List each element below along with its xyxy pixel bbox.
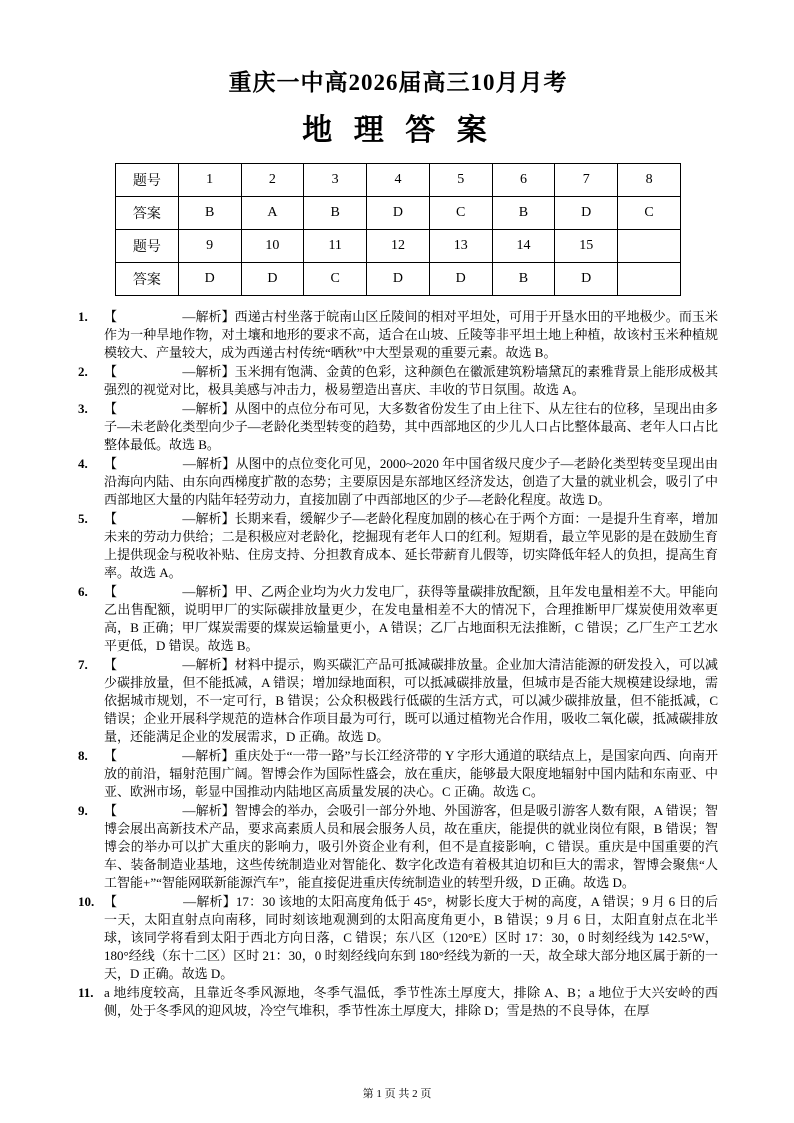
question-number-cell: 4 (367, 164, 430, 197)
empty-cell (618, 230, 681, 263)
table-row (116, 197, 681, 230)
question-number-cell: 3 (304, 164, 367, 197)
explanation-text: 【 —解析】从图中的点位分布可见，大多数省份发生了由上往下、从左往右的位移，呈现出由多子—未老龄化类型向少子—老龄化类型转变的趋势，其中西部地区的少儿人口占比整体最高、老年人口占比整体最低。故选 B。 (104, 401, 718, 452)
question-number-cell: 12 (367, 230, 430, 263)
explanation-item (78, 363, 718, 399)
answer-cell: C (618, 197, 681, 230)
question-number-cell: 15 (555, 230, 618, 263)
answer-cell: D (555, 197, 618, 230)
answer-cell: B (304, 197, 367, 230)
question-number-cell: 1 (178, 164, 241, 197)
item-number: 5. (78, 511, 88, 526)
explanation-item (78, 802, 718, 892)
explanation-text: a 地纬度较高，且靠近冬季风源地，冬季气温低，季节性冻土厚度大，排除 A、B；a 地位于大兴安岭的西侧，处于冬季风的迎风坡，冷空气堆积，季节性冻土厚度大，排除 D；雪是热的不良导体，在厚 (104, 985, 718, 1018)
item-number: 7. (78, 657, 88, 672)
item-number: 8. (78, 748, 88, 763)
explanation-item (78, 984, 718, 1020)
answer-cell: B (178, 197, 241, 230)
empty-cell (618, 263, 681, 296)
answer-cell: D (429, 263, 492, 296)
question-number-cell: 5 (429, 164, 492, 197)
question-number-cell: 7 (555, 164, 618, 197)
question-number-cell: 13 (429, 230, 492, 263)
answer-cell: C (304, 263, 367, 296)
item-number: 2. (78, 364, 88, 379)
explanation-item (78, 510, 718, 582)
explanation-text: 【 —解析】材料中提示，购买碳汇产品可抵减碳排放量。企业加大清洁能源的研发投入，可以减少碳排放量，但不能抵减，A 错误；增加绿地面积，可以抵减碳排放量，但城市是否能大规模建设绿地，需依据城市规划，不一定可行，B 错误；公众积极践行低碳的生活方式，可以减少碳排放量，但不能抵减，C 错误；企业开展科学规范的造林合作项目最为可行，既可以通过植物光合作用，吸收二氧化碳，抵减碳排放量，还能满足企业的发展需求，D 正确。故选 D。 (104, 657, 718, 744)
question-number-cell: 9 (178, 230, 241, 263)
question-number-cell: 11 (304, 230, 367, 263)
answer-cell: A (241, 197, 304, 230)
row-header-cell: 答案 (116, 263, 179, 296)
question-number-cell: 14 (492, 230, 555, 263)
explanation-item (78, 455, 718, 509)
item-number: 11. (78, 985, 94, 1000)
answer-cell: D (555, 263, 618, 296)
question-number-cell: 6 (492, 164, 555, 197)
item-number: 3. (78, 401, 88, 416)
item-number: 10. (78, 894, 95, 909)
explanation-text: 【 —解析】玉米拥有饱满、金黄的色彩，这种颜色在徽派建筑粉墙黛瓦的素雅背景上能形成极其强烈的视觉对比，极具美感与冲击力，极易塑造出喜庆、丰收的节日氛围。故选 A。 (104, 364, 718, 397)
page-title: 重庆一中高2026届高三10月月考 (228, 70, 568, 95)
question-number-cell: 2 (241, 164, 304, 197)
question-number-cell: 10 (241, 230, 304, 263)
explanation-item (78, 893, 718, 983)
table-row (116, 164, 681, 197)
row-header-cell: 题号 (116, 164, 179, 197)
explanation-item (78, 583, 718, 655)
row-header-cell: 题号 (116, 230, 179, 263)
item-number: 1. (78, 309, 88, 324)
explanation-item (78, 400, 718, 454)
explanation-item (78, 747, 718, 801)
explanation-item (78, 656, 718, 746)
explanation-list (78, 308, 718, 1020)
answer-cell: D (178, 263, 241, 296)
answer-cell: C (429, 197, 492, 230)
item-number: 9. (78, 803, 88, 818)
row-header-cell: 答案 (116, 197, 179, 230)
page-footer: 第 1 页 共 2 页 (362, 1088, 432, 1100)
explanation-text: 【 —解析】长期来看，缓解少子—老龄化程度加剧的核心在于两个方面：一是提升生育率，增加未来的劳动力供给；二是积极应对老龄化，挖掘现有老年人口的红利。短期看，最立竿见影的是在鼓励生育上提供现金与税收补贴、住房支持、分担教育成本、延长带薪育儿假等，切实降低年轻人的负担，提高生育率。故选 A。 (104, 511, 718, 580)
question-number-cell: 8 (618, 164, 681, 197)
item-number: 6. (78, 584, 88, 599)
table-row (116, 230, 681, 263)
explanation-text: 【 —解析】甲、乙两企业均为火力发电厂，获得等量碳排放配额，且年发电量相差不大。甲能向乙出售配额，说明甲厂的实际碳排放量更少，在发电量相差不大的情况下，合理推断甲厂煤炭使用效率更高，B 正确；甲厂煤炭需要的煤炭运输量更小，A 错误；乙厂占地面积无法推断，C 错误；乙厂生产工艺水平更低，D 错误。故选 B。 (104, 584, 718, 653)
explanation-text: 【 —解析】重庆处于“一带一路”与长江经济带的 Y 字形大通道的联结点上，是国家向西、向南开放的前沿，辐射范围广阔。智博会作为国际性盛会，放在重庆，能够最大限度地辐射中国内陆和东南亚、中亚、欧洲市场，彰显中国推动内陆地区高质量发展的决心。C 正确。故选 C。 (104, 748, 718, 799)
answer-cell: D (367, 197, 430, 230)
answer-table (115, 163, 681, 296)
explanation-text: 【 —解析】17：30 该地的太阳高度角低于 45°，树影长度大于树的高度，A 错误；9 月 6 日的后一天，太阳直射点向南移，同时刻该地观测到的太阳高度角更小，B 错误；9 月 6 日，太阳直射点在北半球，该同学将看到太阳于西北方向日落，C 错误；东八区（120°E）区时 17：30，0 时刻经线为 142.5°W，180°经线（东十二区）区时 21：30，0 时刻经线向东到 180°经线为新的一天，故全球大部分地区属于新的一天，D 正确。故选 D。 (104, 894, 718, 981)
item-number: 4. (78, 456, 88, 471)
answer-cell: B (492, 197, 555, 230)
explanation-text: 【 —解析】从图中的点位变化可见，2000~2020 年中国省级尺度少子—老龄化类型转变呈现出由沿海向内陆、由东向西梯度扩散的态势；主要原因是东部地区经济发达，创造了大量的就业机会，吸引了中西部地区大量的内陆年轻劳动力，直接加剧了中西部地区的少子—老龄化程度。故选 D。 (104, 456, 718, 507)
answer-cell: D (241, 263, 304, 296)
explanation-text: 【 —解析】智博会的举办，会吸引一部分外地、外国游客，但是吸引游客人数有限，A 错误；智博会展出高新技术产品，要求高素质人员和展会服务人员，故在重庆，能提供的就业岗位有限，B 错误；智博会的举办可以扩大重庆的影响力，吸引外资企业有利，但不是直接影响，C 错误。重庆是中国重要的汽车、装备制造业基地，这些传统制造业对智能化、数字化改造有着极其迫切和巨大的需求，智博会聚焦“人工智能+”“智能网联新能源汽车”，能直接促进重庆传统制造业的转型升级，D 正确。故选 D。 (104, 803, 718, 890)
table-row (116, 263, 681, 296)
answer-cell: D (367, 263, 430, 296)
answer-cell: B (492, 263, 555, 296)
explanation-item (78, 308, 718, 362)
explanation-text: 【 —解析】西递古村坐落于皖南山区丘陵间的相对平坦处，可用于开垦水田的平地极少。而玉米作为一种旱地作物，对土壤和地形的要求不高，适合在山坡、丘陵等非平坦土地上种植，故该村玉米种植规模较大、产量较大，成为西递古村传统“晒秋”中大型景观的重要元素。故选 B。 (104, 309, 718, 360)
page-subtitle: 地 理 答 案 (302, 114, 494, 147)
